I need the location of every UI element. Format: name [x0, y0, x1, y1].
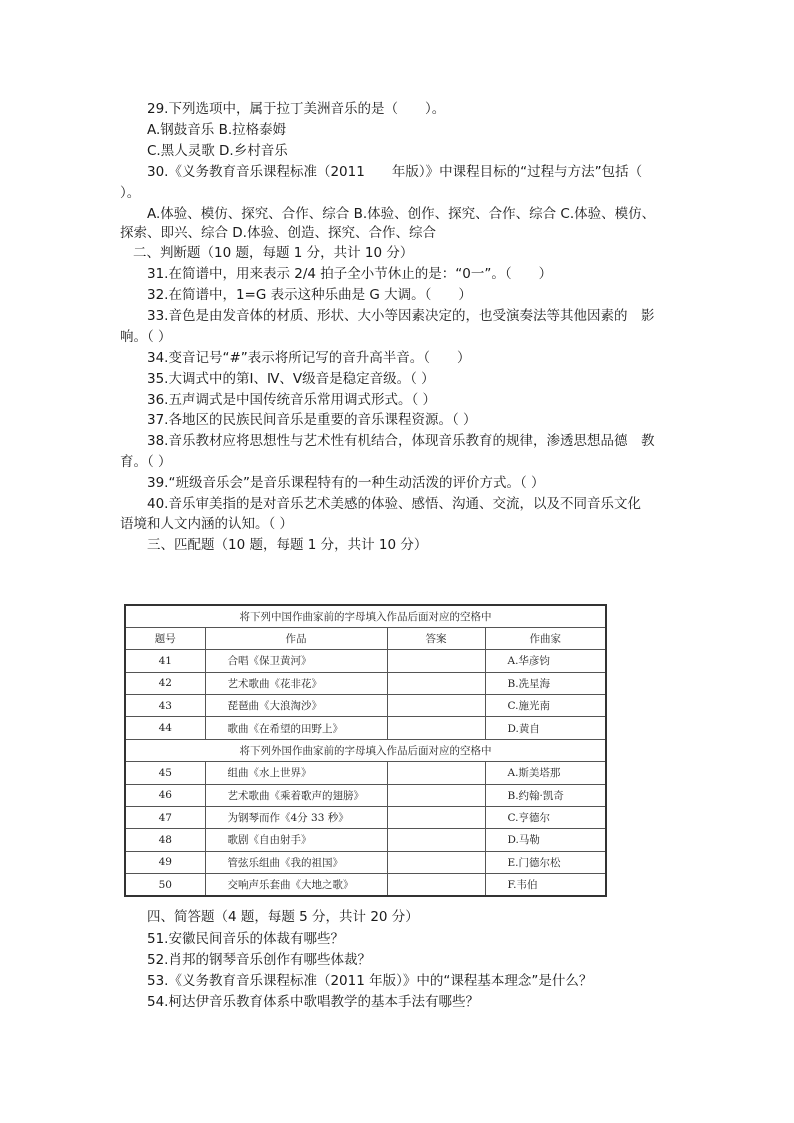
table-row [125, 874, 606, 897]
table-row [125, 829, 606, 851]
table-row [125, 717, 606, 739]
row-work: 管弦乐组曲《我的祖国》 [205, 851, 387, 873]
question-36: 36.五声调式是中国传统音乐常用调式形式。（ ） [147, 392, 437, 408]
table-header-foreign: 将下列外国作曲家前的字母填入作品后面对应的空格中 [125, 739, 606, 761]
row-composer: B.约翰·凯奇 [485, 784, 606, 806]
question-29-options-cd: C.黑人灵歌 D.乡村音乐 [147, 143, 288, 159]
question-32: 32.在简谱中，1=G 表示这种乐曲是 G 大调。（ ） [147, 287, 472, 303]
row-composer: E.门德尔松 [485, 851, 606, 873]
question-40: 40.音乐审美指的是对音乐艺术美感的体验、感悟、沟通、交流，以及不同音乐文化 [147, 496, 641, 512]
answer-cell[interactable] [387, 717, 485, 739]
question-40-cont: 语境和人文内涵的认知。（ ） [120, 516, 294, 532]
answer-cell[interactable] [387, 874, 485, 897]
question-30-options: A.体验、模仿、探究、合作、综合 B.体验、创作、探究、合作、综合 C.体验、模仿、 [147, 206, 656, 222]
question-29-options-ab: A.钢鼓音乐 B.拉格泰姆 [147, 122, 287, 138]
row-number: 46 [125, 784, 205, 806]
table-row [125, 650, 606, 672]
row-number: 42 [125, 672, 205, 694]
row-composer: D.黄自 [485, 717, 606, 739]
question-35: 35.大调式中的第Ⅰ、Ⅳ、Ⅴ级音是稳定音级。（ ） [147, 371, 435, 387]
table-row [125, 806, 606, 828]
table-row [125, 851, 606, 873]
question-53: 53.《义务教育音乐课程标准（2011 年版）》中的“课程基本理念”是什么？ [147, 973, 593, 989]
question-33: 33.音色是由发音体的材质、形状、大小等因素决定的，也受演奏法等其他因素的 影 [147, 308, 655, 324]
matching-table [124, 604, 607, 897]
question-37: 37.各地区的民族民间音乐是重要的音乐课程资源。（ ） [147, 412, 477, 428]
section-4-heading: 四、简答题（4 题，每题 5 分，共计 20 分） [147, 909, 419, 925]
question-33-cont: 响。（ ） [120, 329, 172, 345]
question-38: 38.音乐教材应将思想性与艺术性有机结合，体现音乐教育的规律，渗透思想品德 教 [147, 433, 655, 449]
section-2-heading: 二、判断题（10 题，每题 1 分，共计 10 分） [133, 245, 414, 261]
table-row [125, 695, 606, 717]
row-composer: C.施光南 [485, 695, 606, 717]
column-header-composer: 作曲家 [485, 627, 606, 649]
row-number: 50 [125, 874, 205, 897]
question-39: 39.“班级音乐会”是音乐课程特有的一种生动活泼的评价方式。（ ） [147, 475, 545, 491]
section-3-heading: 三、匹配题（10 题，每题 1 分，共计 10 分） [147, 537, 428, 553]
answer-cell[interactable] [387, 851, 485, 873]
column-header-answer: 答案 [387, 627, 485, 649]
row-work: 为钢琴而作《4分 33 秒》 [205, 806, 387, 828]
row-number: 48 [125, 829, 205, 851]
answer-cell[interactable] [387, 672, 485, 694]
table-row [125, 762, 606, 784]
row-work: 组曲《水上世界》 [205, 762, 387, 784]
table-header-chinese: 将下列中国作曲家前的字母填入作品后面对应的空格中 [125, 605, 606, 627]
answer-cell[interactable] [387, 806, 485, 828]
question-30-options-cont: 探索、即兴、综合 D.体验、创造、探究、合作、综合 [120, 225, 436, 241]
row-work: 歌曲《在希望的田野上》 [205, 717, 387, 739]
question-31: 31.在简谱中，用来表示 2/4 拍子全小节休止的是：“0一”。（ ） [147, 266, 553, 282]
question-54: 54.柯达伊音乐教育体系中歌唱教学的基本手法有哪些？ [147, 994, 479, 1010]
row-number: 49 [125, 851, 205, 873]
question-51: 51.安徽民间音乐的体裁有哪些？ [147, 931, 344, 947]
row-work: 艺术歌曲《乘着歌声的翅膀》 [205, 784, 387, 806]
row-work: 歌剧《自由射手》 [205, 829, 387, 851]
row-number: 45 [125, 762, 205, 784]
row-number: 43 [125, 695, 205, 717]
answer-cell[interactable] [387, 784, 485, 806]
row-number: 44 [125, 717, 205, 739]
answer-cell[interactable] [387, 762, 485, 784]
question-38-cont: 育。（ ） [120, 454, 172, 470]
row-composer: D.马勒 [485, 829, 606, 851]
row-work: 交响声乐套曲《大地之歌》 [205, 874, 387, 897]
answer-cell[interactable] [387, 829, 485, 851]
question-29-stem: 29.下列选项中，属于拉丁美洲音乐的是（ ）。 [147, 101, 446, 117]
column-header-number: 题号 [125, 627, 205, 649]
question-34: 34.变音记号“#”表示将所记写的音升高半音。（ ） [147, 350, 471, 366]
question-30-stem-cont: ）。 [120, 185, 141, 201]
row-number: 47 [125, 806, 205, 828]
table-row [125, 784, 606, 806]
answer-cell[interactable] [387, 650, 485, 672]
row-composer: F.韦伯 [485, 874, 606, 897]
row-work: 合唱《保卫黄河》 [205, 650, 387, 672]
answer-cell[interactable] [387, 695, 485, 717]
row-work: 琵琶曲《大浪淘沙》 [205, 695, 387, 717]
row-number: 41 [125, 650, 205, 672]
question-52: 52.肖邦的钢琴音乐创作有哪些体裁？ [147, 952, 371, 968]
question-30-stem: 30.《义务教育音乐课程标准（2011 年版）》中课程目标的“过程与方法”包括（ [147, 164, 643, 180]
row-composer: A.华彦钧 [485, 650, 606, 672]
row-composer: B.冼星海 [485, 672, 606, 694]
row-work: 艺术歌曲《花非花》 [205, 672, 387, 694]
column-header-work: 作品 [205, 627, 387, 649]
table-row [125, 672, 606, 694]
row-composer: A.斯美塔那 [485, 762, 606, 784]
row-composer: C.亨德尔 [485, 806, 606, 828]
